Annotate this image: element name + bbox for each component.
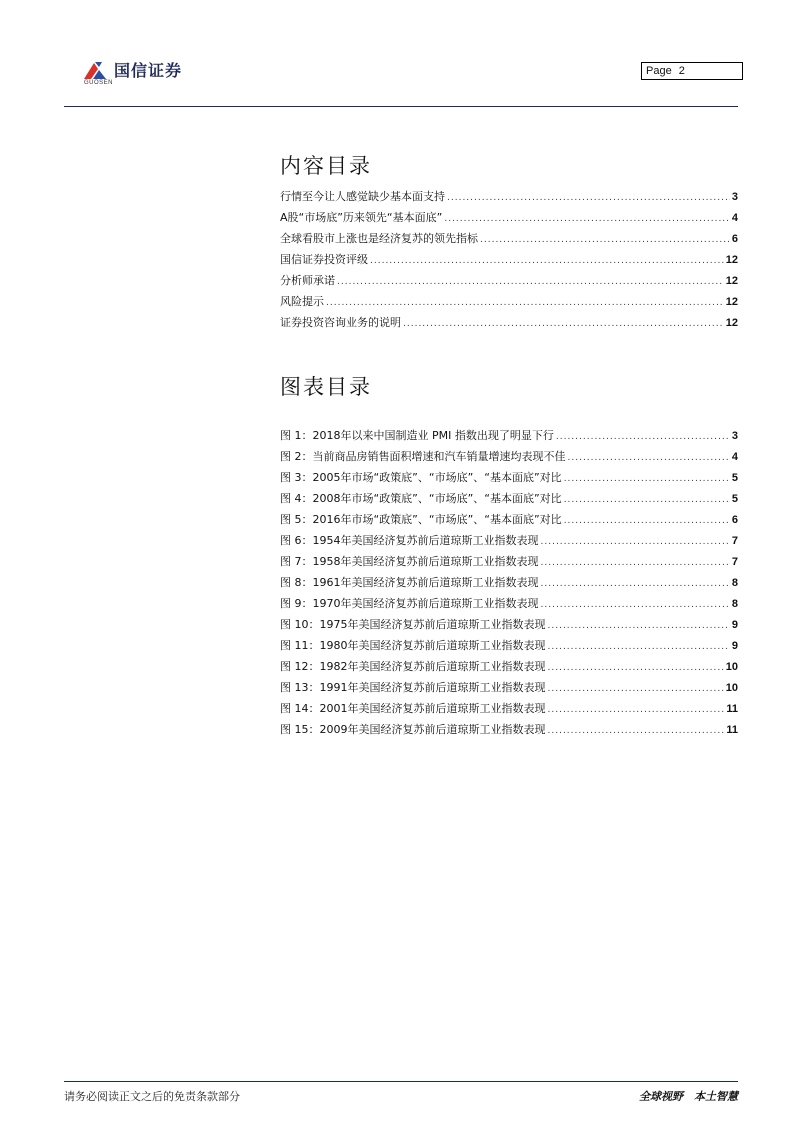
figure-item-page: 11 bbox=[726, 724, 738, 736]
figure-item-label: 图 12：1982年美国经济复苏前后道琼斯工业指数表现 bbox=[280, 660, 546, 673]
figure-item-page: 8 bbox=[731, 577, 738, 589]
figure-item-page: 5 bbox=[731, 493, 738, 505]
leader-dots bbox=[564, 495, 730, 505]
figure-item[interactable] bbox=[280, 595, 738, 616]
contents-item-page: 3 bbox=[731, 191, 738, 203]
contents-item[interactable] bbox=[280, 209, 738, 230]
figure-item-label: 图 3：2005年市场“政策底”、“市场底”、“基本面底”对比 bbox=[280, 471, 562, 484]
leader-dots bbox=[548, 642, 730, 652]
leader-dots bbox=[564, 516, 730, 526]
leader-dots bbox=[541, 537, 730, 547]
figure-item[interactable] bbox=[280, 553, 738, 574]
contents-item-page: 12 bbox=[725, 275, 738, 287]
leader-dots bbox=[370, 256, 724, 266]
figures-title: 图表目录 bbox=[280, 375, 372, 399]
leader-dots bbox=[541, 579, 730, 589]
contents-item-label: 分析师承诺 bbox=[280, 274, 335, 287]
figure-item-page: 10 bbox=[725, 682, 738, 694]
leader-dots bbox=[548, 726, 725, 736]
page-number: 2 bbox=[678, 65, 685, 77]
contents-item[interactable] bbox=[280, 251, 738, 272]
figure-item-page: 10 bbox=[725, 661, 738, 673]
contents-item-label: A股“市场底”历来领先“基本面底” bbox=[280, 211, 443, 224]
logo-mark-icon bbox=[82, 59, 108, 81]
logo-text: 国信证券 bbox=[114, 61, 183, 80]
leader-dots bbox=[548, 705, 725, 715]
page-indicator bbox=[641, 62, 743, 80]
leader-dots bbox=[548, 621, 730, 631]
figure-item-label: 图 2：当前商品房销售面积增速和汽车销量增速均表现不佳 bbox=[280, 450, 566, 463]
figure-item[interactable] bbox=[280, 448, 738, 469]
figure-item-label: 图 15：2009年美国经济复苏前后道琼斯工业指数表现 bbox=[280, 723, 546, 736]
figure-item-label: 图 14：2001年美国经济复苏前后道琼斯工业指数表现 bbox=[280, 702, 546, 715]
leader-dots bbox=[326, 298, 724, 308]
figure-item-page: 7 bbox=[731, 556, 738, 568]
footer-disclaimer: 请务必阅读正文之后的免责条款部分 bbox=[64, 1090, 240, 1103]
page-label: Page bbox=[646, 65, 672, 77]
figure-item-label: 图 13：1991年美国经济复苏前后道琼斯工业指数表现 bbox=[280, 681, 546, 694]
leader-dots bbox=[548, 684, 724, 694]
figure-item-label: 图 5：2016年市场“政策底”、“市场底”、“基本面底”对比 bbox=[280, 513, 562, 526]
figure-item-label: 图 11：1980年美国经济复苏前后道琼斯工业指数表现 bbox=[280, 639, 546, 652]
figure-item-page: 3 bbox=[731, 430, 738, 442]
figure-item[interactable] bbox=[280, 616, 738, 637]
contents-item[interactable] bbox=[280, 272, 738, 293]
leader-dots bbox=[564, 474, 730, 484]
figure-item[interactable] bbox=[280, 700, 738, 721]
footer-divider bbox=[64, 1081, 738, 1082]
figure-item[interactable] bbox=[280, 679, 738, 700]
figure-item-label: 图 6：1954年美国经济复苏前后道琼斯工业指数表现 bbox=[280, 534, 539, 547]
logo-subtext: GUOSEN bbox=[84, 80, 114, 86]
leader-dots bbox=[541, 600, 730, 610]
leader-dots bbox=[556, 432, 730, 442]
figure-item-label: 图 8：1961年美国经济复苏前后道琼斯工业指数表现 bbox=[280, 576, 539, 589]
page-header bbox=[0, 0, 802, 110]
figure-item-label: 图 7：1958年美国经济复苏前后道琼斯工业指数表现 bbox=[280, 555, 539, 568]
figure-item-label: 图 1：2018年以来中国制造业 PMI 指数出现了明显下行 bbox=[280, 429, 554, 442]
contents-item-label: 风险提示 bbox=[280, 295, 324, 308]
leader-dots bbox=[548, 663, 724, 673]
contents-item-page: 4 bbox=[731, 212, 738, 224]
leader-dots bbox=[337, 277, 724, 287]
figure-item-label: 图 10：1975年美国经济复苏前后道琼斯工业指数表现 bbox=[280, 618, 546, 631]
figure-item[interactable] bbox=[280, 427, 738, 448]
figure-item-page: 5 bbox=[731, 472, 738, 484]
contents-item[interactable] bbox=[280, 293, 738, 314]
contents-item-page: 12 bbox=[725, 317, 738, 329]
figure-item[interactable] bbox=[280, 469, 738, 490]
contents-item[interactable] bbox=[280, 230, 738, 251]
contents-title: 内容目录 bbox=[280, 154, 372, 178]
figure-item-page: 11 bbox=[726, 703, 738, 715]
contents-item-page: 12 bbox=[725, 254, 738, 266]
leader-dots bbox=[444, 214, 730, 224]
figures-list bbox=[280, 427, 738, 742]
header-divider bbox=[64, 106, 738, 107]
contents-item-label: 国信证券投资评级 bbox=[280, 253, 368, 266]
figure-item-page: 9 bbox=[731, 619, 738, 631]
figure-item-label: 图 4：2008年市场“政策底”、“市场底”、“基本面底”对比 bbox=[280, 492, 562, 505]
contents-item-label: 行情至今让人感觉缺少基本面支持 bbox=[280, 190, 445, 203]
figure-item[interactable] bbox=[280, 574, 738, 595]
contents-item-label: 证券投资咨询业务的说明 bbox=[280, 316, 401, 329]
figure-item[interactable] bbox=[280, 490, 738, 511]
contents-list bbox=[280, 188, 738, 335]
footer-slogan: 全球视野 本土智慧 bbox=[639, 1090, 738, 1103]
contents-item-label: 全球看股市上涨也是经济复苏的领先指标 bbox=[280, 232, 478, 245]
contents-item[interactable] bbox=[280, 188, 738, 209]
contents-item[interactable] bbox=[280, 314, 738, 335]
contents-item-page: 12 bbox=[725, 296, 738, 308]
leader-dots bbox=[568, 453, 730, 463]
contents-item-page: 6 bbox=[731, 233, 738, 245]
figure-item-page: 4 bbox=[731, 451, 738, 463]
figure-item[interactable] bbox=[280, 511, 738, 532]
leader-dots bbox=[541, 558, 730, 568]
figure-item-page: 8 bbox=[731, 598, 738, 610]
figure-item[interactable] bbox=[280, 532, 738, 553]
figure-item[interactable] bbox=[280, 658, 738, 679]
figure-item-label: 图 9：1970年美国经济复苏前后道琼斯工业指数表现 bbox=[280, 597, 539, 610]
figure-item[interactable] bbox=[280, 721, 738, 742]
leader-dots bbox=[480, 235, 730, 245]
company-logo bbox=[82, 58, 182, 81]
leader-dots bbox=[447, 193, 730, 203]
figure-item[interactable] bbox=[280, 637, 738, 658]
figure-item-page: 6 bbox=[731, 514, 738, 526]
figure-item-page: 9 bbox=[731, 640, 738, 652]
figure-item-page: 7 bbox=[731, 535, 738, 547]
leader-dots bbox=[403, 319, 724, 329]
